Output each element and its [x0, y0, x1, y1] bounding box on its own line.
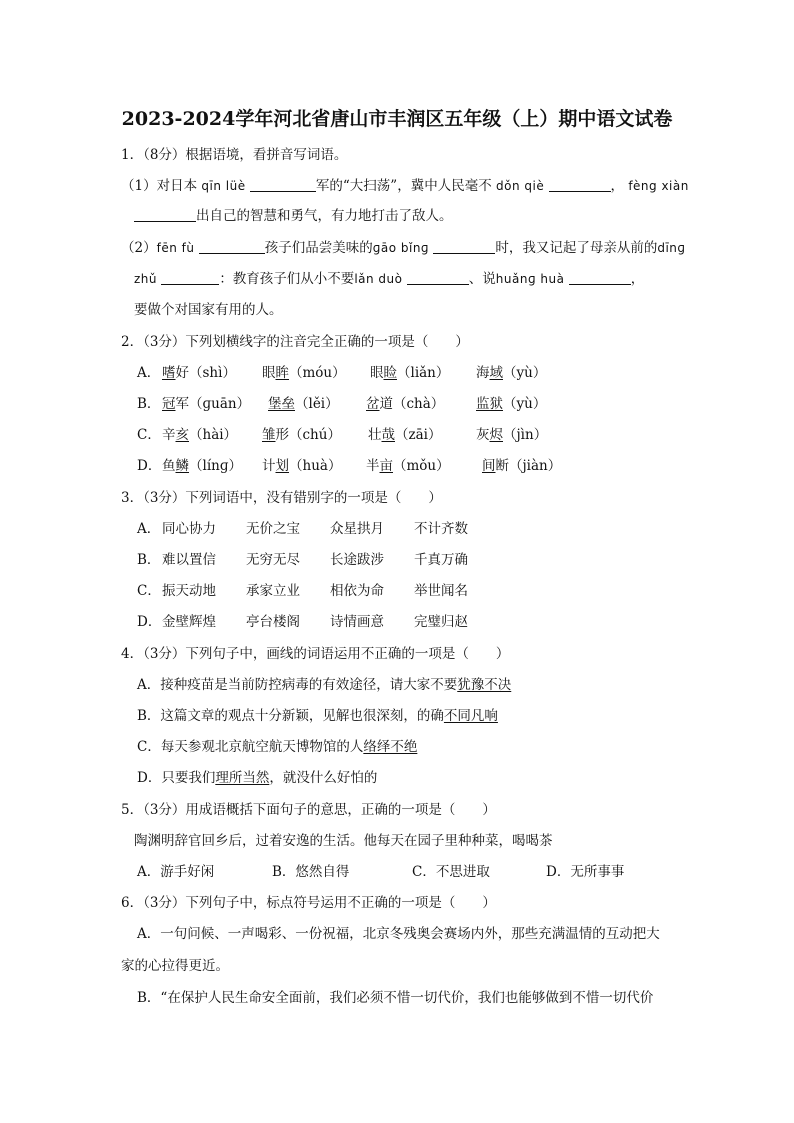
answer-blank[interactable] [199, 240, 265, 254]
q1-text: ：教育孩子们从小不要 [219, 271, 355, 287]
answer-blank[interactable] [569, 271, 631, 285]
q3-stem: 3．（3分）下列词语中，没有错别字的一项是（ ） [121, 490, 442, 506]
q4-option-c[interactable]: C．每天参观北京航空航天博物馆的人络绎不绝 [137, 739, 418, 755]
q5-text: 陶渊明辞官回乡后，过着安逸的生活。他每天在园子里种种菜，喝喝茶 [134, 833, 553, 849]
q2-d-item-4: 间断（jiàn） [482, 458, 562, 474]
q2-b-item-2: 堡垒（lěi） [268, 396, 339, 412]
pinyin: qīn lüè [201, 179, 246, 193]
q1-text: 出自己的智慧和勇气，有力地打击了敌人。 [196, 208, 453, 224]
q6-option-b-line-1[interactable]: B．“在保护人民生命安全面前，我们必须不惜一切代价，我们也能够做到不惜一切代价 [137, 990, 654, 1006]
option-label: A． [137, 521, 161, 537]
q2-a-item-4: 海域（yù） [476, 365, 547, 381]
q1-sentence-2-line-3: 要做个对国家有用的人。 [134, 302, 283, 318]
word: 诗情画意 [330, 614, 384, 630]
q1-text: （1）对日本 [121, 178, 198, 194]
answer-blank[interactable] [161, 271, 219, 285]
q1-sentence-1-line-1 [121, 177, 689, 195]
word: 无穷无尽 [246, 552, 300, 568]
word: 千真万确 [414, 552, 468, 568]
q5-option-b[interactable]: B．悠然自得 [272, 864, 350, 880]
word: 无价之宝 [246, 521, 300, 537]
word: 长途跋涉 [330, 552, 384, 568]
q1-text: （2） [121, 240, 157, 256]
q1-stem: 1．（8分）根据语境，看拼音写词语。 [121, 147, 348, 163]
answer-blank[interactable] [250, 178, 316, 192]
word: 同心协力 [162, 521, 216, 537]
q2-d-item-3: 半亩（mǒu） [366, 458, 450, 474]
q2-c-item-4: 灰烬（jìn） [476, 427, 548, 443]
option-label: D． [137, 614, 162, 630]
page-title: 2023-2024学年河北省唐山市丰润区五年级（上）期中语文试卷 [121, 108, 673, 130]
answer-blank[interactable] [433, 240, 495, 254]
option-label: B． [137, 396, 161, 412]
answer-blank[interactable] [134, 208, 196, 222]
pinyin: zhǔ [134, 272, 158, 286]
q4-stem: 4．（3分）下列句子中，画线的词语运用不正确的一项是（ ） [121, 646, 510, 662]
q4-option-a[interactable]: A．接种疫苗是当前防控病毒的有效途径，请大家不要犹豫不决 [137, 677, 512, 693]
word: 不计齐数 [414, 521, 468, 537]
q2-b-item-3: 岔道（chà） [366, 396, 445, 412]
pinyin: ɡāo bǐnɡ [372, 241, 430, 255]
option-label: D． [137, 458, 162, 474]
word: 举世闻名 [414, 583, 468, 599]
q6-option-a-line-2: 家的心拉得更近。 [121, 958, 229, 974]
pinyin: lǎn duò [354, 272, 403, 286]
word: 相依为命 [330, 583, 384, 599]
q1-text: ， [610, 178, 625, 194]
q1-text: 孩子们品尝美味的 [264, 240, 373, 256]
q1-sentence-2-line-2 [134, 270, 644, 288]
q1-text: 、说 [468, 271, 496, 287]
option-label: A． [137, 365, 161, 381]
q2-c-item-3: 壮哉（zāi） [368, 427, 442, 443]
q2-a-item-2: 眼眸（móu） [262, 365, 346, 381]
q2-a-item-3: 眼睑（liǎn） [370, 365, 450, 381]
q5-option-a[interactable]: A．游手好闲 [137, 864, 215, 880]
q1-sentence-2-line-1 [121, 239, 686, 257]
word: 众星拱月 [330, 521, 384, 537]
q1-text: 时，我又记起了母亲从前的 [495, 240, 658, 256]
q4-option-b[interactable]: B．这篇文章的观点十分新颖，见解也很深刻，的确不同凡响 [137, 708, 498, 724]
q2-d-item-1: 鱼鳞（línɡ） [162, 458, 242, 474]
q2-c-item-2: 雏形（chú） [262, 427, 341, 443]
q6-stem: 6．（3分）下列句子中，标点符号运用不正确的一项是（ ） [121, 895, 496, 911]
word: 完璧归赵 [414, 614, 468, 630]
pinyin: fēn fù [156, 241, 195, 255]
option-label: C． [137, 583, 161, 599]
q2-c-item-1: 辛亥（hài） [162, 427, 238, 443]
word: 振天动地 [162, 583, 216, 599]
q5-stem: 5．（3分）用成语概括下面句子的意思，正确的一项是（ ） [121, 802, 496, 818]
q1-text: ， [630, 271, 645, 287]
q6-option-a-line-1[interactable]: A．一句问候、一声喝彩、一份祝福，北京冬残奥会赛场内外，那些充满温情的互动把大 [137, 926, 660, 942]
q2-b-item-1: 冠军（ɡuān） [162, 396, 251, 412]
answer-blank[interactable] [407, 271, 469, 285]
q2-a-item-1: 嗜好（shì） [162, 365, 236, 381]
word: 亭台楼阁 [246, 614, 300, 630]
pinyin: dǒn qiè [496, 179, 545, 193]
q1-text: 军的“大扫荡”，冀中人民毫不 [315, 178, 492, 194]
q2-d-item-2: 计划（huà） [262, 458, 342, 474]
pinyin: dīnɡ [657, 241, 686, 255]
word: 承家立业 [246, 583, 300, 599]
pinyin: huǎnɡ huà [495, 272, 565, 286]
q5-option-c[interactable]: C．不思进取 [412, 864, 490, 880]
option-label: B． [137, 552, 161, 568]
option-label: C． [137, 427, 161, 443]
q1-sentence-1-line-2 [134, 207, 453, 225]
pinyin: fèng xiàn [628, 179, 689, 193]
word: 难以置信 [162, 552, 216, 568]
q5-option-d[interactable]: D．无所事事 [546, 864, 625, 880]
q4-option-d[interactable]: D．只要我们理所当然，就没什么好怕的 [137, 770, 378, 786]
q2-b-item-4: 监狱（yù） [476, 396, 547, 412]
answer-blank[interactable] [549, 178, 611, 192]
word: 金壁辉煌 [162, 614, 216, 630]
q2-stem: 2．（3分）下列划横线字的注音完全正确的一项是（ ） [121, 334, 469, 350]
